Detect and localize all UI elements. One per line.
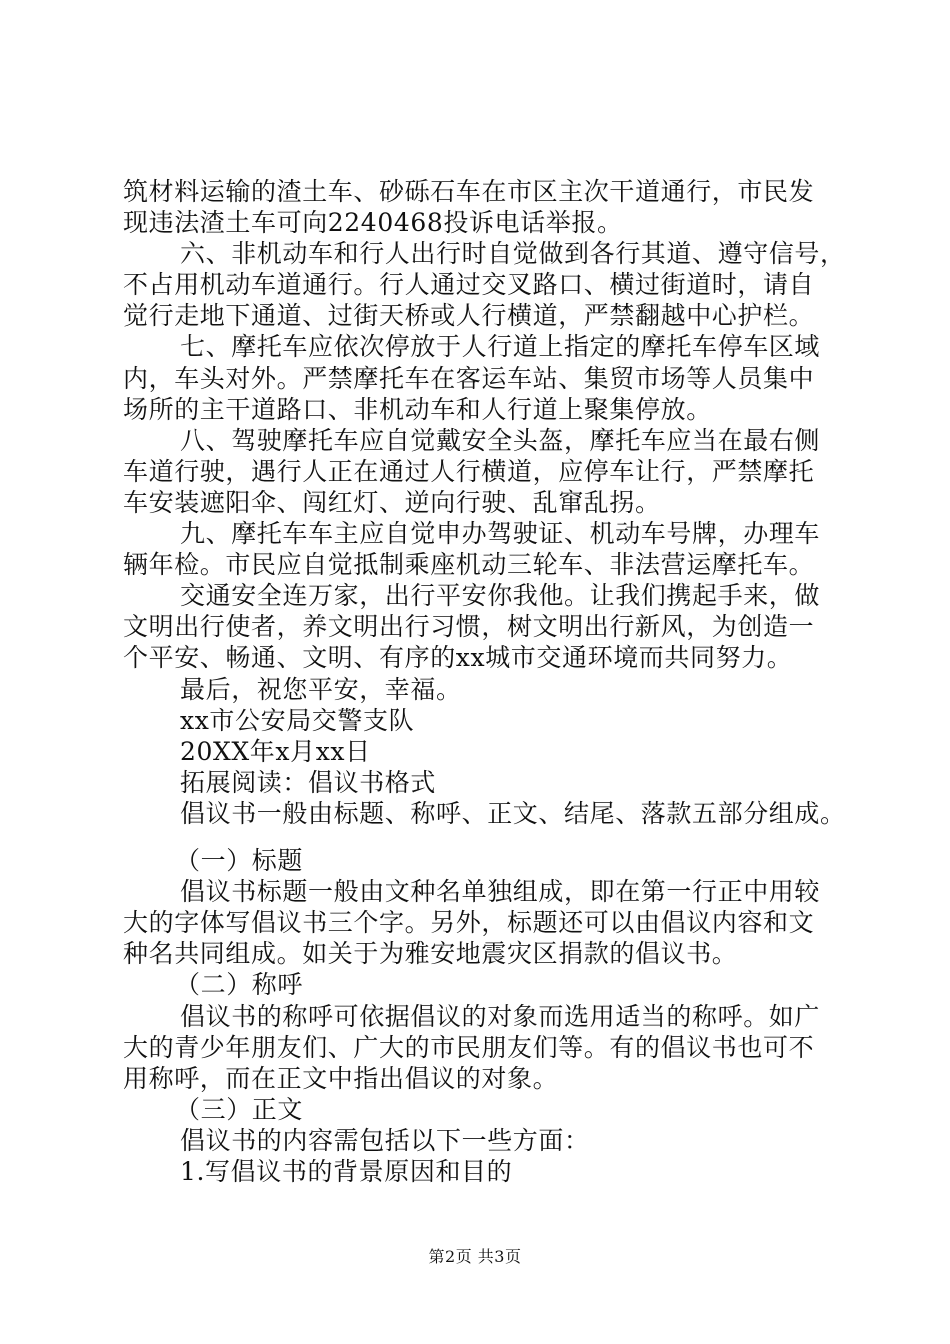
item-7-line-2: 内，车头对外。严禁摩托车在客运车站、集贸市场等人员集中 [123,364,815,393]
salutation-section-line-1: 倡议书的称呼可依据倡议的对象而选用适当的称呼。如广 [180,1002,821,1031]
body-line-1: 筑材料运输的渣土车、砂砾石车在市区主次干道通行，市民发 [123,177,815,206]
item-6-line-1: 六、非机动车和行人出行时自觉做到各行其道、遵守信号， [180,239,846,268]
signature-org: xx市公安局交警支队 [180,706,415,735]
body-item-1-line: 1.写倡议书的背景原因和目的 [180,1157,513,1186]
signature-date: 20XX年x月xx日 [180,737,371,766]
extended-reading-title: 拓展阅读：倡议书格式 [180,768,437,797]
closing-line-2: 文明出行使者，养文明出行习惯，树文明出行新风，为创造一 [123,612,815,641]
title-section-line-3: 种名共同组成。如关于为雅安地震灾区捐款的倡议书。 [123,939,738,968]
item-7-line-1: 七、摩托车应依次停放于人行道上指定的摩托车停车区域 [180,332,821,361]
salutation-section-line-3: 用称呼，而在正文中指出倡议的对象。 [123,1064,559,1093]
item-7-line-3: 场所的主干道路口、非机动车和人行道上聚集停放。 [123,395,712,424]
item-9-line-1: 九、摩托车车主应自觉申办驾驶证、机动车号牌，办理车 [180,519,821,548]
section-heading-title: （一）标题 [175,846,304,875]
page-number-footer: 第2页 共3页 [428,1247,522,1266]
wishes-line: 最后，祝您平安，幸福。 [180,675,462,704]
item-8-line-2: 车道行驶，遇行人正在通过人行横道，应停车让行，严禁摩托 [123,457,815,486]
item-8-line-3: 车安装遮阳伞、闯红灯、逆向行驶、乱窜乱拐。 [123,488,661,517]
item-8-line-1: 八、驾驶摩托车应自觉戴安全头盔，摩托车应当在最右侧 [180,426,821,455]
title-section-line-1: 倡议书标题一般由文种名单独组成，即在第一行正中用较 [180,877,821,906]
section-heading-salutation: （二）称呼 [175,970,304,999]
item-9-line-2: 辆年检。市民应自觉抵制乘座机动三轮车、非法营运摩托车。 [123,550,815,579]
salutation-section-line-2: 大的青少年朋友们、广大的市民朋友们等。有的倡议书也可不 [123,1033,815,1062]
closing-line-3: 个平安、畅通、文明、有序的xx城市交通环境而共同努力。 [123,643,793,672]
title-section-line-2: 大的字体写倡议书三个字。另外，标题还可以由倡议内容和文 [123,908,815,937]
item-6-line-3: 觉行走地下通道、过街天桥或人行横道，严禁翻越中心护栏。 [123,301,815,330]
body-intro-line: 倡议书的内容需包括以下一些方面： [180,1126,590,1155]
section-heading-body: （三）正文 [175,1095,304,1124]
body-line-2: 现违法渣土车可向2240468投诉电话举报。 [123,208,623,237]
closing-line-1: 交通安全连万家，出行平安你我他。让我们携起手来，做 [180,581,821,610]
format-intro-line: 倡议书一般由标题、称呼、正文、结尾、落款五部分组成。 [180,799,846,828]
item-6-line-2: 不占用机动车道通行。行人通过交叉路口、横过街道时，请自 [123,270,815,299]
